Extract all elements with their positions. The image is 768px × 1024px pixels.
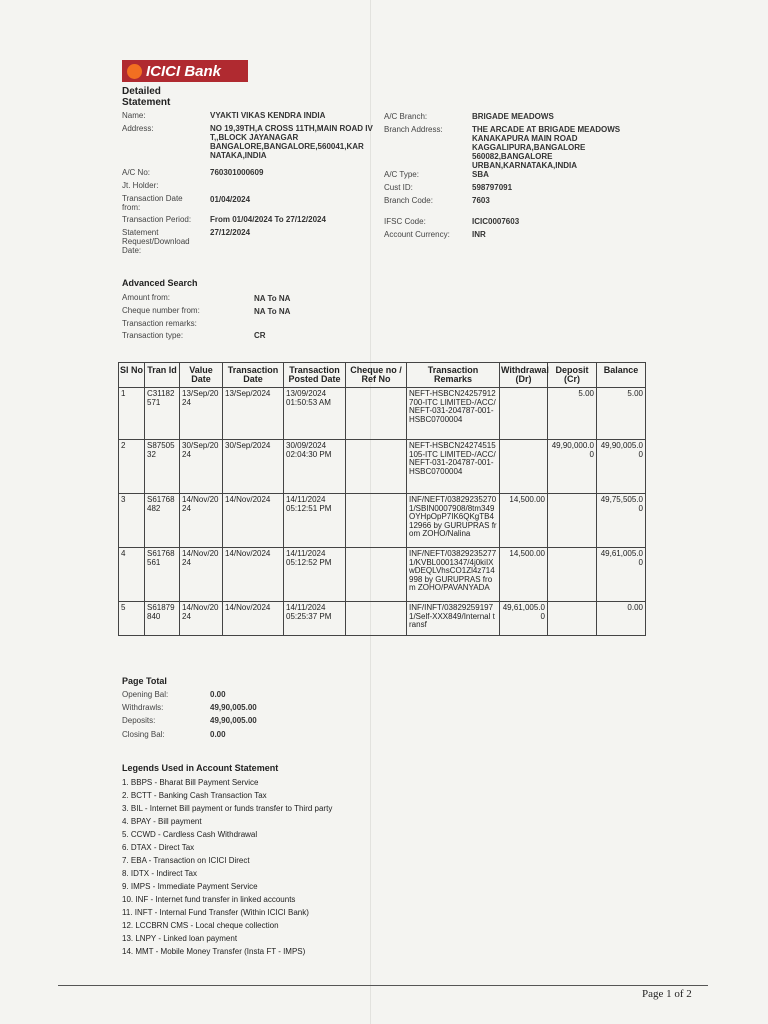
cell-sl-no: 5	[119, 602, 145, 636]
bank-name: ICICI Bank	[146, 62, 222, 80]
cell-remarks: NEFT-HSBCN24257912700-ITC LIMITED-/ACC/NEFT-031-204787-001-HSBC0700004	[407, 388, 500, 440]
amount-value: NA To NA	[254, 294, 291, 303]
page-number: Page 1 of 2	[642, 988, 692, 1000]
txn-period-label: Transaction Period:	[122, 215, 192, 224]
cell-withdrawal: 49,61,005.00	[500, 602, 548, 636]
cell-cheque-ref	[346, 494, 407, 548]
legend-item: 14. MMT - Mobile Money Transfer (Insta FT - IMPS)	[122, 947, 306, 956]
name-label: Name:	[122, 111, 146, 120]
cell-remarks: INF/NEFT/038292352701/SBIN0007908/8tm349OYHpOpP7IK6QKgTB412966 by GURUPRAS from ZOHO/Nalina	[407, 494, 500, 548]
header-value-date: Value Date	[180, 363, 223, 388]
withdrawls-label: Withdrawls:	[122, 703, 164, 712]
table-row	[119, 440, 646, 494]
cell-balance: 49,61,005.00	[597, 548, 646, 602]
cell-posted-date: 14/11/2024 05:12:51 PM	[284, 494, 346, 548]
cell-withdrawal	[500, 440, 548, 494]
cell-withdrawal	[500, 388, 548, 440]
legend-item: 12. LCCBRN CMS - Local cheque collection	[122, 921, 279, 930]
cell-posted-date: 14/11/2024 05:12:52 PM	[284, 548, 346, 602]
table-row	[119, 494, 646, 548]
header-withdrawal: Withdrawal (Dr)	[500, 363, 548, 388]
type-label: Transaction type:	[122, 331, 184, 340]
ac-no: 760301000609	[210, 168, 264, 177]
bank-logo	[122, 60, 248, 82]
cell-balance: 5.00	[597, 388, 646, 440]
cheque-label: Cheque number from:	[122, 306, 200, 315]
legend-item: 8. IDTX - Indirect Tax	[122, 869, 197, 878]
branch-address: THE ARCADE AT BRIGADE MEADOWS KANAKAPURA MAIN ROAD KAGGALIPURA,BANGALORE 560082,BANGALORE URBAN,KARNATAKA,INDIA	[472, 125, 621, 170]
cell-sl-no: 1	[119, 388, 145, 440]
cell-transaction-date: 30/Sep/2024	[223, 440, 284, 494]
account-name: VYAKTI VIKAS KENDRA INDIA	[210, 111, 326, 120]
legend-item: 6. DTAX - Direct Tax	[122, 843, 195, 852]
closing-bal-label: Closing Bal:	[122, 730, 165, 739]
amount-label: Amount from:	[122, 293, 171, 302]
cell-value-date: 14/Nov/2024	[180, 602, 223, 636]
cell-tran-id: S8750532	[145, 440, 180, 494]
currency: INR	[472, 230, 486, 239]
ac-no-label: A/C No:	[122, 168, 151, 177]
header-cheque-ref: Cheque no / Ref No	[346, 363, 407, 388]
account-address: NO 19,39TH,A CROSS 11TH,MAIN ROAD IV T,,BLOCK JAYANAGAR BANGALORE,BANGALORE,560041,KAR NATAKA,INDIA	[210, 124, 373, 160]
cell-tran-id: S61768482	[145, 494, 180, 548]
cell-tran-id: S61768561	[145, 548, 180, 602]
legend-item: 7. EBA - Transaction on ICICI Direct	[122, 856, 250, 865]
cell-transaction-date: 14/Nov/2024	[223, 494, 284, 548]
cell-cheque-ref	[346, 388, 407, 440]
withdrawls: 49,90,005.00	[210, 703, 257, 712]
footer-divider	[58, 985, 708, 986]
branch: BRIGADE MEADOWS	[472, 112, 554, 121]
header-balance: Balance	[597, 363, 646, 388]
header-sl-no: Sl No	[119, 363, 145, 388]
cell-deposit: 5.00	[548, 388, 597, 440]
cell-tran-id: C31182571	[145, 388, 180, 440]
cell-deposit	[548, 602, 597, 636]
opening-bal: 0.00	[210, 690, 226, 699]
legends-title: Legends Used in Account Statement	[122, 763, 279, 773]
cust-id: 598797091	[472, 183, 513, 192]
cell-withdrawal: 14,500.00	[500, 494, 548, 548]
cell-cheque-ref	[346, 602, 407, 636]
cell-sl-no: 4	[119, 548, 145, 602]
cust-id-label: Cust ID:	[384, 183, 413, 192]
table-header-row	[119, 363, 646, 388]
txn-date-from-label: Transaction Date from:	[122, 194, 183, 212]
table-row	[119, 548, 646, 602]
cell-value-date: 30/Sep/2024	[180, 440, 223, 494]
icici-emblem-icon	[127, 64, 142, 79]
header-tran-id: Tran Id	[145, 363, 180, 388]
header-deposit: Deposit (Cr)	[548, 363, 597, 388]
advanced-search-title: Advanced Search	[122, 278, 198, 288]
ifsc-label: IFSC Code:	[384, 217, 426, 226]
cell-balance: 49,90,005.00	[597, 440, 646, 494]
legend-item: 5. CCWD - Cardless Cash Withdrawal	[122, 830, 258, 839]
cell-transaction-date: 14/Nov/2024	[223, 548, 284, 602]
cell-cheque-ref	[346, 440, 407, 494]
cell-balance: 0.00	[597, 602, 646, 636]
transaction-table	[118, 362, 646, 636]
type-value: CR	[254, 331, 266, 340]
statement-title: Detailed Statement	[122, 86, 171, 108]
ac-type: SBA	[472, 170, 489, 179]
stmt-date-label: Statement Request/Download Date:	[122, 228, 190, 255]
cell-sl-no: 3	[119, 494, 145, 548]
cell-posted-date: 13/09/2024 01:50:53 AM	[284, 388, 346, 440]
jt-holder-label: Jt. Holder:	[122, 181, 159, 190]
txn-period: From 01/04/2024 To 27/12/2024	[210, 215, 326, 224]
remarks-label: Transaction remarks:	[122, 319, 197, 328]
deposits: 49,90,005.00	[210, 716, 257, 725]
cell-remarks: NEFT-HSBCN24274515105-ITC LIMITED-/ACC/NEFT-031-204787-001-HSBC0700004	[407, 440, 500, 494]
legend-item: 11. INFT - Internal Fund Transfer (Within ICICI Bank)	[122, 908, 309, 917]
table-row	[119, 388, 646, 440]
cell-deposit: 49,90,000.00	[548, 440, 597, 494]
cell-posted-date: 14/11/2024 05:25:37 PM	[284, 602, 346, 636]
branch-label: A/C Branch:	[384, 112, 428, 121]
opening-bal-label: Opening Bal:	[122, 690, 169, 699]
txn-date-from: 01/04/2024	[210, 195, 251, 204]
legend-item: 1. BBPS - Bharat Bill Payment Service	[122, 778, 259, 787]
legend-item: 9. IMPS - Immediate Payment Service	[122, 882, 258, 891]
cell-value-date: 14/Nov/2024	[180, 494, 223, 548]
header-remarks: Transaction Remarks	[407, 363, 500, 388]
legend-item: 13. LNPY - Linked loan payment	[122, 934, 238, 943]
cell-remarks: INF/NEFT/038292352771/KVBL0001347/4j0kiIXwDEQLVhsCO1Zl4z714998 by GURUPRAS from ZOHO/PAVANYADA	[407, 548, 500, 602]
cell-deposit	[548, 494, 597, 548]
branch-code: 7603	[472, 196, 490, 205]
ifsc: ICIC0007603	[472, 217, 520, 226]
cell-tran-id: S61879840	[145, 602, 180, 636]
legend-item: 10. INF - Internet fund transfer in linked accounts	[122, 895, 296, 904]
header-posted-date: Transaction Posted Date	[284, 363, 346, 388]
ac-type-label: A/C Type:	[384, 170, 419, 179]
cell-value-date: 14/Nov/2024	[180, 548, 223, 602]
header-transaction-date: Transaction Date	[223, 363, 284, 388]
cell-deposit	[548, 548, 597, 602]
table-row	[119, 602, 646, 636]
cell-posted-date: 30/09/2024 02:04:30 PM	[284, 440, 346, 494]
cell-transaction-date: 14/Nov/2024	[223, 602, 284, 636]
legend-item: 2. BCTT - Banking Cash Transaction Tax	[122, 791, 267, 800]
cell-withdrawal: 14,500.00	[500, 548, 548, 602]
cell-sl-no: 2	[119, 440, 145, 494]
deposits-label: Deposits:	[122, 716, 156, 725]
cell-value-date: 13/Sep/2024	[180, 388, 223, 440]
cell-remarks: INF/INFT/038292591971/Self-XXX849/Internal transf	[407, 602, 500, 636]
cheque-value: NA To NA	[254, 307, 291, 316]
branch-code-label: Branch Code:	[384, 196, 433, 205]
page-total-title: Page Total	[122, 676, 167, 686]
branch-address-label: Branch Address:	[384, 125, 443, 134]
closing-bal: 0.00	[210, 730, 226, 739]
stmt-date: 27/12/2024	[210, 228, 251, 237]
legend-item: 4. BPAY - Bill payment	[122, 817, 202, 826]
address-label: Address:	[122, 124, 154, 133]
cell-balance: 49,75,505.00	[597, 494, 646, 548]
currency-label: Account Currency:	[384, 230, 450, 239]
legend-item: 3. BIL - Internet Bill payment or funds transfer to Third party	[122, 804, 333, 813]
cell-cheque-ref	[346, 548, 407, 602]
cell-transaction-date: 13/Sep/2024	[223, 388, 284, 440]
